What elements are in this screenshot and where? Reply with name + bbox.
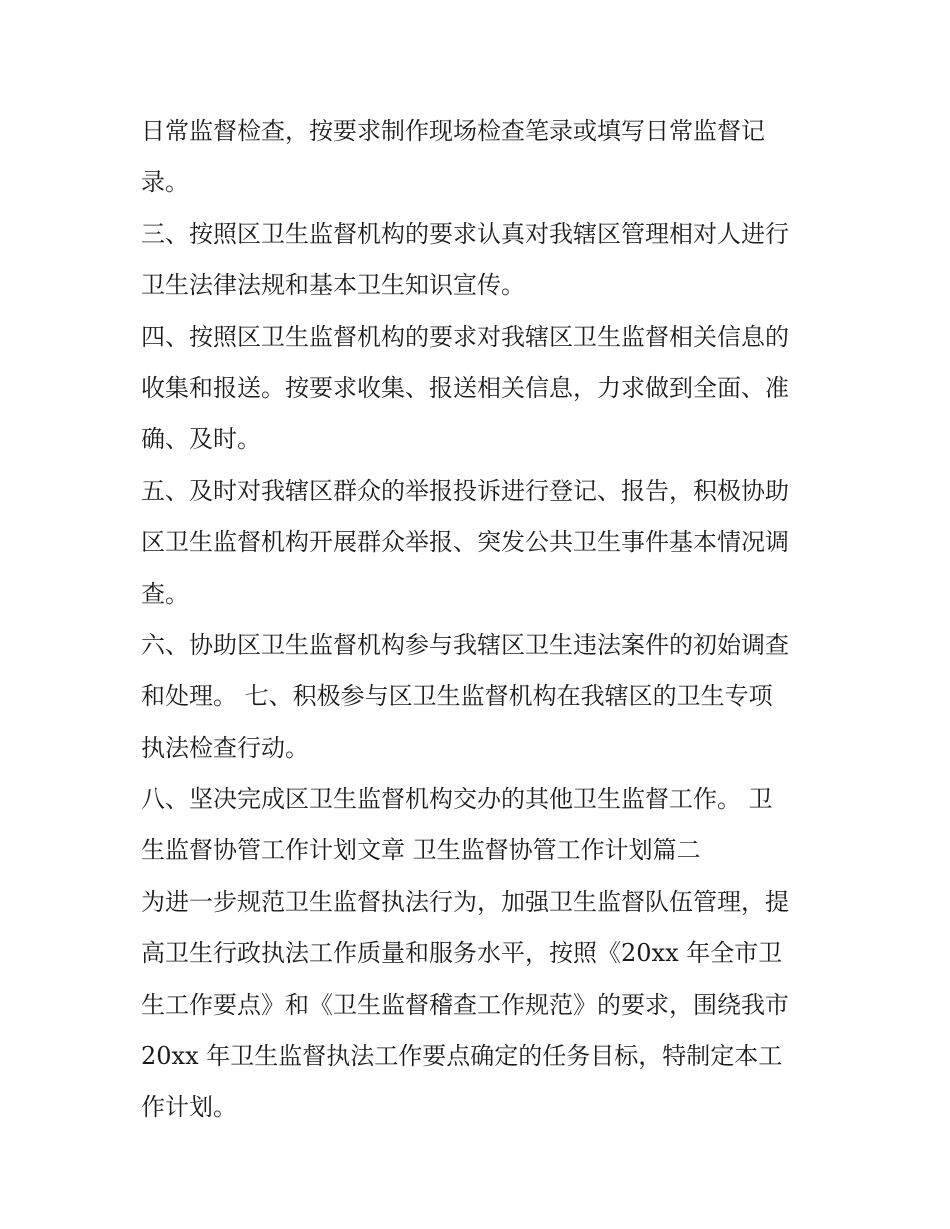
text-line: 确、及时。 xyxy=(141,425,261,454)
text-line: 收集和报送。按要求收集、报送相关信息，力求做到全面、准 xyxy=(141,373,789,402)
text-line: 五、及时对我辖区群众的举报投诉进行登记、报告，积极协助 xyxy=(141,476,789,505)
text-line: 卫生法律法规和基本卫生知识宣传。 xyxy=(141,271,525,300)
text-line: 和处理。 七、积极参与区卫生监督机构在我辖区的卫生专项 xyxy=(141,682,773,711)
text-line: 生工作要点》和《卫生监督稽查工作规范》的要求，围绕我市 xyxy=(141,990,789,1019)
text-line: 八、坚决完成区卫生监督机构交办的其他卫生监督工作。 卫 xyxy=(141,785,773,814)
text-line: 执法检查行动。 xyxy=(141,733,309,762)
text-line: 三、按照区卫生监督机构的要求认真对我辖区管理相对人进行 xyxy=(141,219,789,248)
text-line: 20xx 年卫生监督执法工作要点确定的任务目标，特制定本工 xyxy=(141,1042,783,1071)
text-line: 区卫生监督机构开展群众举报、突发公共卫生事件基本情况调 xyxy=(141,528,789,557)
text-line: 作计划。 xyxy=(141,1093,237,1122)
text-line: 六、协助区卫生监督机构参与我辖区卫生违法案件的初始调查 xyxy=(141,630,789,659)
text-line: 录。 xyxy=(141,168,189,197)
text-line: 日常监督检查，按要求制作现场检查笔录或填写日常监督记 xyxy=(141,117,765,145)
text-line: 查。 xyxy=(141,579,189,608)
text-line: 为进一步规范卫生监督执法行为，加强卫生监督队伍管理，提 xyxy=(141,887,789,916)
document-body xyxy=(141,106,831,1134)
text-line: 高卫生行政执法工作质量和服务水平，按照《20xx 年全市卫 xyxy=(141,939,783,968)
text-line: 生监督协管工作计划文章 卫生监督协管工作计划篇二 xyxy=(141,836,701,865)
text-line: 四、按照区卫生监督机构的要求对我辖区卫生监督相关信息的 xyxy=(141,322,789,351)
